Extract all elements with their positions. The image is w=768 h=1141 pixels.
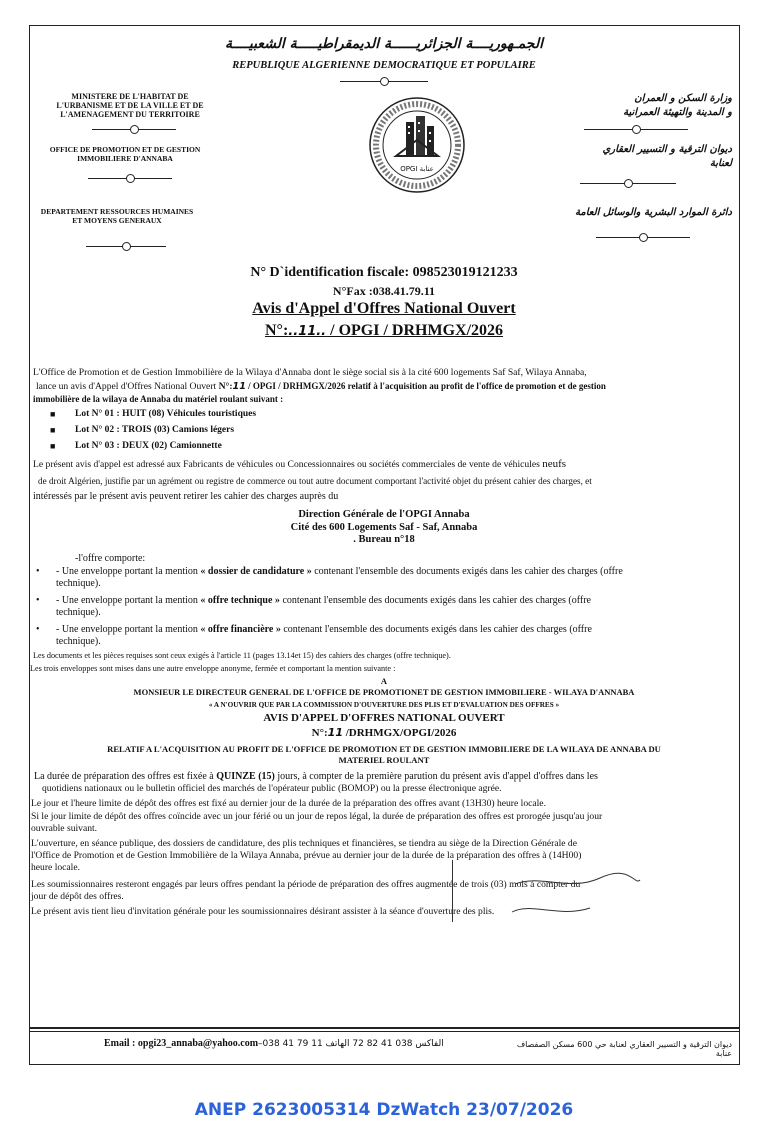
documents-requis: Les documents et les pièces requises sont ceux exigés à l'article 11 (pages 13.14et 15) des cahiers des charges (offre technique). bbox=[33, 651, 451, 660]
soumissionnaires-line: Les soumissionnaires resteront engagés par leurs offres pendant la période de préparation des offres augmentée de trois (03) mois à compter du bbox=[31, 879, 581, 890]
envelope-candidature bbox=[56, 566, 736, 590]
envelope-text: - Une enveloppe portant la mention bbox=[56, 595, 201, 606]
envelope-financiere bbox=[56, 624, 736, 648]
handwritten-annotation bbox=[510, 872, 650, 922]
mention-relatif bbox=[34, 744, 734, 766]
envelope-text: contenant l'ensemble des documents exigés dans les cahier des charges (offre bbox=[311, 566, 623, 577]
handwritten-number: ..11.. bbox=[288, 324, 327, 339]
jour-limite: Le jour et l'heure limite de dépôt des offres est fixé au dernier jour de la durée de la préparation des offres avant (13H30) heure locale. bbox=[31, 798, 546, 809]
direction-line: Direction Générale de l'OPGI Annaba bbox=[298, 509, 470, 520]
separator bbox=[596, 237, 690, 238]
mention-relatif-line: RELATIF A L'ACQUISITION AU PROFIT DE L'OFFICE DE PROMOTION ET DE GESTION IMMOBILIERE DE LA WILAYA DE ANNABA DU bbox=[107, 744, 661, 754]
addressee-text-neufs: neufs bbox=[542, 458, 567, 470]
office-ar bbox=[548, 143, 732, 171]
offre-comporte: -l'offre comporte: bbox=[75, 553, 146, 564]
intro-line-1: L'Office de Promotion et de Gestion Immobilière de la Wilaya d'Annaba dont le siège social sis à la cité 600 logements Saf Saf, Wilaya Annaba, bbox=[33, 367, 587, 378]
bullet: ■ bbox=[50, 441, 56, 451]
office-fr-line: OFFICE DE PROMOTION ET DE GESTION bbox=[49, 145, 201, 154]
handwritten-number: 11 bbox=[232, 381, 246, 392]
lot-item: Lot N° 02 : TROIS (03) Camions légers bbox=[75, 425, 235, 435]
logo-text: OPGI عنابة bbox=[400, 165, 434, 173]
bullet: • bbox=[36, 624, 40, 635]
bullet: ■ bbox=[50, 425, 56, 435]
bullet: • bbox=[36, 595, 40, 606]
republic-title-fr: REPUBLIQUE ALGERIENNE DEMOCRATIQUE ET POPULAIRE bbox=[232, 60, 536, 71]
avis-number-suffix: / OPGI / DRHMGX/2026 bbox=[326, 322, 504, 339]
footer-rule bbox=[29, 1027, 740, 1029]
department-ar: دائرة الموارد البشرية والوسائل العامة bbox=[575, 207, 732, 218]
mention-relatif-line: MATERIEL ROULANT bbox=[338, 755, 430, 765]
handwritten-number: 11 bbox=[327, 726, 343, 739]
department-fr-line: DEPARTEMENT RESSOURCES HUMAINES bbox=[40, 207, 194, 216]
mention-avis: AVIS D'APPEL D'OFFRES NATIONAL OUVERT bbox=[263, 712, 505, 724]
margin-mark bbox=[452, 860, 453, 922]
avis-title: Avis d'Appel d'Offres National Ouvert bbox=[252, 300, 516, 317]
fax-number: N°Fax :038.41.79.11 bbox=[332, 284, 436, 298]
envelope-mention: « offre technique » bbox=[200, 595, 280, 606]
soumissionnaires-line: jour de dépôt des offres. bbox=[31, 891, 124, 902]
footer-contact bbox=[104, 1038, 444, 1049]
footer-rule bbox=[29, 1031, 740, 1032]
separator bbox=[340, 81, 428, 82]
bullet: ■ bbox=[50, 409, 56, 419]
envelope-mention: « dossier de candidature » bbox=[200, 566, 312, 577]
footer-email: Email : opgi23_annaba@yahoo.com bbox=[104, 1038, 259, 1049]
intro-line-2 bbox=[36, 381, 746, 393]
intro-line-3: immobilière de la wilaya de Annaba du matériel roulant suivant : bbox=[33, 394, 284, 404]
ministry-fr-line: MINISTERE DE L'HABITAT DE bbox=[71, 92, 189, 101]
mention-numero-prefix: N°: bbox=[311, 727, 328, 739]
duree-preparation bbox=[34, 771, 744, 795]
addressee-line-1 bbox=[33, 459, 743, 471]
addressee-text: Le présent avis d'appel est adressé aux Fabricants de véhicules ou Concessionnaires ou sociétés commerciales de vente de véhicules bbox=[33, 459, 540, 470]
ministry-ar-line: و المدينة والتهيئة العمرانية bbox=[623, 107, 732, 118]
ministry-ar bbox=[548, 92, 732, 120]
avis-number-prefix: N°: bbox=[264, 322, 289, 339]
enveloppes-mention: Les trois enveloppes sont mises dans une autre enveloppe anonyme, fermée et comportant la mention suivante : bbox=[30, 664, 396, 673]
addressee-line-3: intéressés par le présent avis peuvent retirer les cahier des charges auprès du bbox=[33, 491, 339, 502]
direction-line: Cité des 600 Logements Saf - Saf, Annaba bbox=[290, 521, 478, 533]
direction-address bbox=[120, 509, 648, 547]
office-ar-line: لعنابة bbox=[709, 158, 732, 169]
duree-text: jours, à compter de la première parution du présent avis d'appel d'offres dans les bbox=[274, 771, 598, 782]
bullet: • bbox=[36, 566, 40, 577]
direction-line: . Bureau n°18 bbox=[353, 534, 415, 545]
envelope-text: contenant l'ensemble des documents exigés dans les cahier des charges (offre bbox=[280, 624, 592, 635]
ouverture-line: heure locale. bbox=[31, 862, 81, 873]
mention-ne-pas-ouvrir: « A N'OUVRIR QUE PAR LA COMMISSION D'OUVERTURE DES PLIS ET D'EVALUATION DES OFFRES » bbox=[208, 701, 560, 709]
fiscal-id: N° D`identification fiscale: 098523019121233 bbox=[250, 265, 518, 280]
office-fr bbox=[36, 145, 214, 163]
republic-title-ar: الجمـهوريــــة الجزائريــــــة الديمقراطيـــــة الشعبيــــة bbox=[224, 36, 544, 52]
duree-value: QUINZE (15) bbox=[216, 771, 275, 782]
lot-item: Lot N° 01 : HUIT (08) Véhicules touristiques bbox=[75, 409, 257, 419]
mention-destinataire: MONSIEUR LE DIRECTEUR GENERAL DE L'OFFICE DE PROMOTIONET DE GESTION IMMOBILIERE - WILAYA D'ANNABA bbox=[133, 687, 635, 697]
envelope-text: contenant l'ensemble des documents exigés dans les cahier des charges (offre bbox=[279, 595, 591, 606]
intro-text: lance un avis d'Appel d'Offres National Ouvert bbox=[36, 381, 219, 392]
envelope-text: - Une enveloppe portant la mention bbox=[56, 624, 201, 635]
ministry-fr bbox=[36, 92, 224, 119]
separator bbox=[580, 183, 676, 184]
lot-item: Lot N° 03 : DEUX (02) Camionnette bbox=[75, 441, 222, 451]
separator bbox=[86, 246, 166, 247]
envelope-text: technique). bbox=[56, 578, 101, 589]
footer-address-ar: ديوان الترقية و التسيير العقاري لعنابة حي 600 مسكن الصفصاف عنابة bbox=[516, 1040, 732, 1058]
separator bbox=[584, 129, 688, 130]
ouverture-line: l'Office de Promotion et de Gestion Immobilière de la Wilaya Annaba, prévue au dernier jour de la durée de la préparation des offres à (14H00) bbox=[31, 850, 582, 861]
mention-a: A bbox=[380, 676, 388, 686]
separator bbox=[92, 129, 176, 130]
envelope-text: technique). bbox=[56, 607, 101, 618]
invitation: Le présent avis tient lieu d'invitation générale pour les soumissionnaires désirant assister à la séance d'ouverture des plis. bbox=[31, 906, 495, 917]
envelope-text: technique). bbox=[56, 636, 101, 647]
office-fr-line: IMMOBILIERE D'ANNABA bbox=[77, 154, 173, 163]
addressee-line-2: de droit Algérien, justifie par un agrément ou registre de commerce ou tout autre document comportant l'activité objet du présent cahier des charges, et bbox=[38, 476, 592, 486]
jour-ferie bbox=[31, 811, 741, 835]
ministry-fr-line: L'AMENAGEMENT DU TERRITOIRE bbox=[60, 110, 200, 119]
envelope-technique bbox=[56, 595, 736, 619]
ouverture-line: L'ouverture, en séance publique, des dossiers de candidature, des plis techniques et financières, se tiendra au siège de la Direction Générale de bbox=[31, 838, 577, 849]
jour-ferie-line: ouvrable suivant. bbox=[31, 823, 98, 834]
envelope-mention: « offre financière » bbox=[200, 624, 281, 635]
duree-text: quotidiens nationaux ou le bulletin officiel des marchés de l'opérateur public (BOMOP) ou la presse électronique agrée. bbox=[42, 783, 502, 794]
ouverture-seance bbox=[31, 838, 741, 874]
mention-numero bbox=[120, 726, 648, 739]
jour-ferie-line: Si le jour limite de dépôt des offres coïncide avec un jour férié ou un jour de repos légal, la durée de préparation des offres est prorogée jusqu'au jour bbox=[31, 811, 603, 822]
department-fr bbox=[34, 207, 200, 225]
footer-phone-fax: –038 41 79 11 الفاكس 038 41 82 72 الهاتف bbox=[258, 1039, 444, 1049]
separator bbox=[88, 178, 172, 179]
ministry-ar-line: وزارة السكن و العمران bbox=[634, 93, 732, 104]
mention-numero-suffix: /DRHMGX/OPGI/2026 bbox=[342, 727, 457, 739]
publication-reference: ANEP 2623005314 DzWatch 23/07/2026 bbox=[194, 1100, 574, 1120]
intro-text-bold: / OPGI / DRHMGX/2026 relatif à l'acquisition au profit de l'office de promotion et de gestion bbox=[245, 381, 606, 391]
avis-number bbox=[120, 322, 648, 340]
ministry-fr-line: L'URBANISME ET DE LA VILLE ET DE bbox=[56, 101, 204, 110]
envelope-text: - Une enveloppe portant la mention bbox=[56, 566, 201, 577]
duree-text: La durée de préparation des offres est fixée à bbox=[34, 771, 217, 782]
intro-number-prefix: N°: bbox=[218, 381, 233, 392]
office-ar-line: ديوان الترقية و التسيير العقاري bbox=[602, 144, 732, 155]
department-fr-line: ET MOYENS GENERAUX bbox=[72, 216, 162, 225]
opgi-logo bbox=[368, 96, 466, 194]
